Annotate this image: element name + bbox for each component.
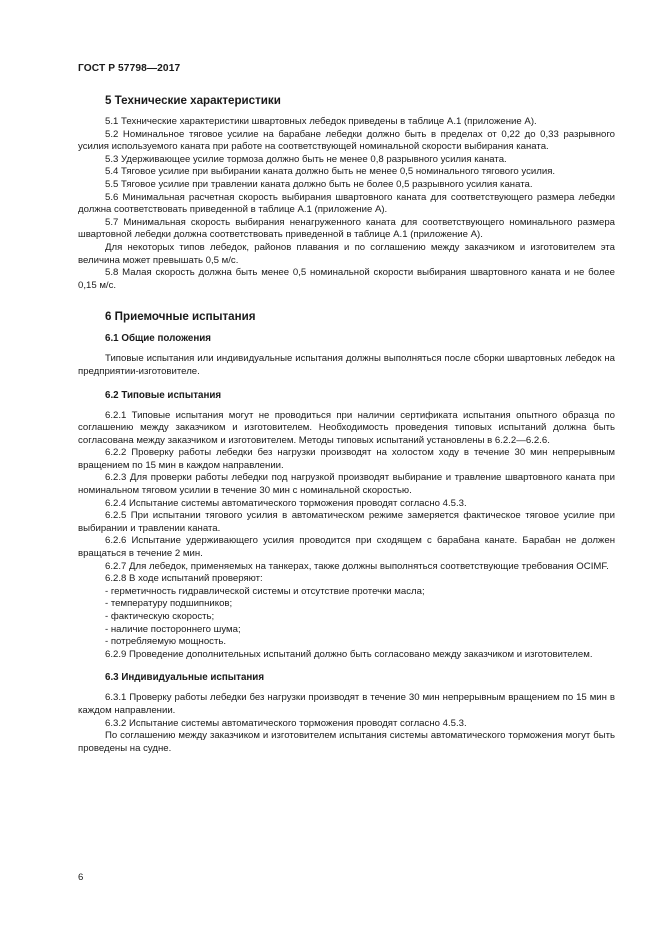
paragraph: 6.2.1 Типовые испытания могут не проводиться при наличии сертификата испытания опытного образца по соглашению между заказчиком и изготовителем. Необходимость проведения типовых испытаний должна быть согласована между заказчиком и изготовителем. Методы типовых испытаний установлены в 6.2.2—6.2.6. xyxy=(78,409,615,446)
paragraph: 6.3.2 Испытание системы автоматического торможения проводят согласно 4.5.3. xyxy=(105,717,467,729)
document-body xyxy=(78,93,615,755)
paragraph: 6.2.2 Проверку работы лебедки без нагрузки производят на холостом ходу в течение 30 мин непрерывным вращением по 15 мин в каждом направлении. xyxy=(78,447,615,471)
paragraph: Для некоторых типов лебедок, районов плавания и по соглашению между заказчиком и изготовителем эта величина может превышать 0,5 м/с. xyxy=(78,241,615,266)
paragraph: 5.4 Тяговое усилие при выбирании каната должно быть не менее 0,5 номинального тягового усилия. xyxy=(105,166,556,178)
paragraph: 5.6 Минимальная расчетная скорость выбирания швартовного каната для соответствующего размера лебедки должна соответствовать приведенной в таблице А.1 (приложение А). xyxy=(78,191,615,216)
paragraph: 6.2.5 При испытании тягового усилия в автоматическом режиме замеряется фактическое тяговое усилие при выбирании и травлении каната. xyxy=(78,510,615,534)
subsection-title: 6.3 Индивидуальные испытания xyxy=(105,672,265,684)
section-title: 6 Приемочные испытания xyxy=(105,310,256,324)
subsection-title: 6.1 Общие положения xyxy=(105,333,212,345)
list-item: - наличие постороннего шума; xyxy=(105,623,241,635)
page-number: 6 xyxy=(78,872,84,883)
section-title: 5 Технические характеристики xyxy=(105,94,281,107)
paragraph: 6.2.3 Для проверки работы лебедки под нагрузкой производят выбирание и травление швартовного каната при номинальном тяговом усилии в течение 30 мин с номинальной скоростью. xyxy=(78,472,615,497)
paragraph: 5.8 Малая скорость должна быть менее 0,5 номинальной скорости выбирания швартовного каната и не более 0,15 м/с. xyxy=(78,267,615,291)
paragraph: 6.2.9 Проведение дополнительных испытаний должно быть согласовано между заказчиком и изготовителем. xyxy=(105,648,593,660)
paragraph: 5.3 Удерживающее усилие тормоза должно быть не менее 0,8 разрывного усилия каната. xyxy=(105,153,507,165)
paragraph: 6.2.8 В ходе испытаний проверяют: xyxy=(105,573,263,585)
paragraph: По соглашению между заказчиком и изготовителем испытания системы автоматического торможения могут быть проведены на судне. xyxy=(78,730,615,754)
checklist xyxy=(78,586,615,649)
paragraph: 6.2.6 Испытание удерживающего усилия проводится при сходящем с барабана канате. Барабан не должен вращаться в течение 2 мин. xyxy=(78,535,615,560)
paragraph: 5.2 Номинальное тяговое усилие на барабане лебедки должно быть в пределах от 0,22 до 0,33 разрывного усилия используемого каната при работе на соответствующей номинальной скорости выбирания каната. xyxy=(78,128,615,153)
list-item: - герметичность гидравлической системы и отсутствие протечки масла; xyxy=(105,585,425,597)
document-header-code: ГОСТ Р 57798—2017 xyxy=(78,63,181,74)
subsection-title: 6.2 Типовые испытания xyxy=(105,389,222,401)
list-item: - потребляемую мощность. xyxy=(105,636,227,648)
paragraph: Типовые испытания или индивидуальные испытания должны выполняться после сборки швартовных лебедок на предприятии-изготовителе. xyxy=(78,353,615,377)
section-5 xyxy=(78,93,615,292)
paragraph: 6.3.1 Проверку работы лебедки без нагрузки производят в течение 30 мин непрерывным вращением по 15 мин в каждом направлении. xyxy=(78,692,615,716)
paragraph: 6.2.7 Для лебедок, применяемых на танкерах, также должны выполняться соответствующие требования OCIMF. xyxy=(105,560,609,572)
paragraph: 5.7 Минимальная скорость выбирания ненагруженного каната для соответствующего номинального размера швартовной лебедки должна соответствовать приведенной в таблице А.1 (приложение А). xyxy=(78,216,615,241)
paragraph: 5.1 Технические характеристики швартовных лебедок приведены в таблице А.1 (приложение А). xyxy=(105,116,537,127)
paragraph: 5.5 Тяговое усилие при травлении каната должно быть не более 0,5 разрывного усилия каната. xyxy=(105,178,533,190)
list-item: - фактическую скорость; xyxy=(105,611,215,622)
list-item: - температуру подшипников; xyxy=(105,598,233,610)
paragraph: 6.2.4 Испытание системы автоматического торможения проводят согласно 4.5.3. xyxy=(105,497,467,509)
section-6 xyxy=(78,309,615,755)
